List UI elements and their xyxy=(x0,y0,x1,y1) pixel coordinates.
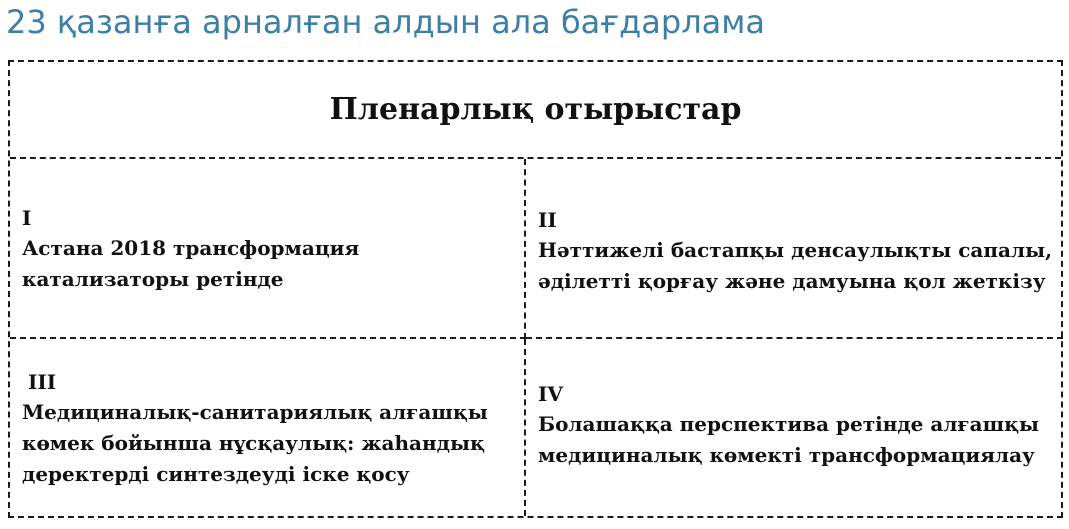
session-number: IV xyxy=(538,382,563,406)
session-title-line: катализаторы ретінде xyxy=(22,267,284,291)
plenary-sessions-table xyxy=(8,60,1063,518)
session-title-line: Болашаққа перспектива ретінде алғашқы xyxy=(538,412,1040,436)
session-number: II xyxy=(538,208,557,232)
session-title-line: Нәттижелі бастапқы денсаулықты сапалы, xyxy=(538,238,1053,262)
session-number: III xyxy=(28,370,57,394)
session-title-line: деректерді синтездеуді іске қосу xyxy=(22,462,410,486)
session-title-line: Астана 2018 трансформация xyxy=(22,236,360,260)
session-cell-4 xyxy=(526,339,1063,516)
session-title-line: көмек бойынша нұсқаулық: жаһандық xyxy=(22,431,485,455)
session-title-line: медициналық көмекті трансформациялау xyxy=(538,443,1035,467)
table-header-row xyxy=(10,62,1061,159)
session-cell-2 xyxy=(526,159,1063,339)
session-number: I xyxy=(22,206,32,230)
session-cell-3 xyxy=(10,339,526,516)
session-title-line: әділетті қорғау және дамуына қол жеткізу xyxy=(538,269,1046,293)
session-cell-1 xyxy=(10,159,526,339)
session-title-line: Медициналық-санитариялық алғашқы xyxy=(22,400,488,424)
page-title: 23 қазанға арналған алдын ала бағдарлама xyxy=(6,3,766,41)
table-header-title: Пленарлық отырыстар xyxy=(329,92,742,127)
